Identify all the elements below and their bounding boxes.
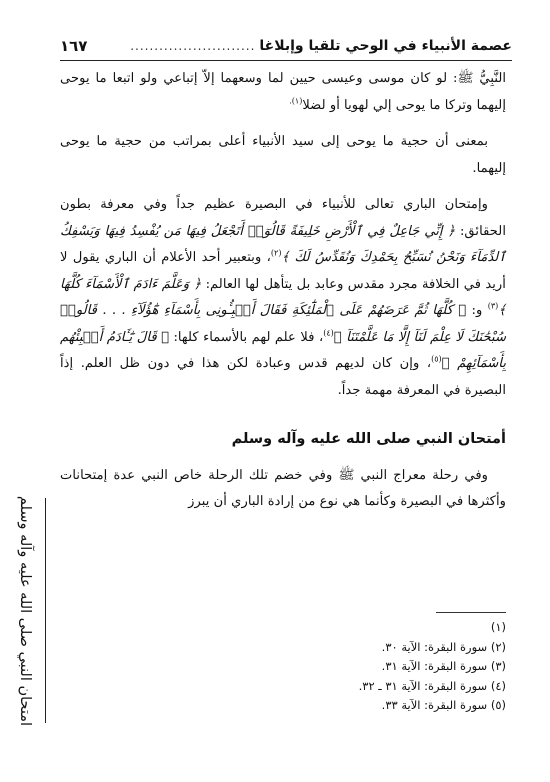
footnote-ref-3: (٣)	[487, 301, 499, 311]
paragraph-2: بمعنى أن حجية ما يوحى إلى سيد الأنبياء أعلى بمراتب من حجية ما يوحى إليهما.	[60, 134, 506, 176]
paragraph-3-text-b: ، وبتعبير أحد الأعلام أن الباري يقول لا أريد في الخلافة مجرد مقدس وعابد بل يتأهل لها العالم:	[60, 250, 506, 292]
paragraph-3-text-d: ، فلا علم لهم بالأسماء كلها:	[173, 329, 324, 345]
side-note	[2, 495, 48, 726]
side-rule	[45, 498, 46, 723]
leader-dots: ..........................	[130, 39, 256, 53]
paragraph-3-text-e: ، وإن كان لديهم قدس وعبادة لكن هذا في دون ظل العلم. إذاً البصيرة في المعرفة مهمة جداً.	[60, 356, 506, 398]
paragraph-4: وفي رحلة معراج النبي ﷺ وفي خضم تلك الرحلة خاص النبي عدة إمتحانات وأكثرها في البصيرة وكأنما هي نوع من إرادة الباري أن يبرز	[60, 467, 506, 509]
quran-quote-2: ﴿ وَعَلَّمَ ءَادَمَ ٱلْأَسْمَآءَ كُلَّهَا ﴾	[60, 276, 506, 318]
page-number: ١٦٧	[60, 37, 88, 55]
side-note-text: امتحان النبي صلى الله عليه وآله وسلم	[17, 495, 33, 726]
footnote-ref-4: (٤)	[323, 328, 334, 338]
footnote-4: (٤) سورة البقرة: الآية ٣١ ـ ٣٢.	[358, 678, 506, 693]
quran-quote-3: ﴿ كُلَّهَا ثُمَّ عَرَضَهُمْ عَلَى ٱلْمَلَٰٓئِكَةِ فَقَالَ أَنۢبِـُٔونِى بِأَسْمَآءِ هَٰٓؤُلَآءِ . . . قَالُوا۟ سُبْحَٰنَكَ لَا عِلْمَ لَنَآ إِلَّا مَا عَلَّمْتَنَآ ﴾	[60, 303, 506, 345]
footnote-3: (٣) سورة البقرة: الآية ٣١.	[381, 659, 506, 673]
footnote-divider	[436, 612, 506, 613]
footnote-2: (٢) سورة البقرة: الآية ٣٠.	[381, 639, 506, 654]
footnote-1: (١)	[490, 620, 506, 634]
footnote-ref-2: (٢)	[270, 248, 282, 258]
paragraph-3-text-c: و:	[471, 303, 488, 318]
paragraph-3	[60, 192, 506, 404]
page-body	[60, 66, 506, 516]
footnote-ref-1: (١).	[289, 96, 303, 106]
quran-quote-4: ﴿ قَالَ يَٰٓـَٔادَمُ أَنۢبِئْهُم بِأَسْمَآئِهِمْ ﴾	[60, 329, 506, 371]
paragraph-1-text: النَّبِيُّ ﷺ: لو كان موسى وعيسى حيين لما وسعهما إلاّ إتباعي ولو اتبعا ما يوحى إليهما وتركا ما يوحى إلي لهويا أو لضلا	[60, 71, 506, 113]
footnotes	[206, 618, 506, 716]
section-heading: أمتحان النبي صلى الله عليه وآله وسلم	[231, 431, 506, 447]
paragraph-1	[60, 66, 506, 119]
quran-quote-1: ﴿ إِنِّي جَاعِلٌ فِي ٱلْأَرْضِ خَلِيفَةً قَالُوٓا۟ أَتَجْعَلُ فِيهَا مَن يُفْسِدُ فِيهَا وَيَسْفِكُ ٱلدِّمَآءَ وَنَحْنُ نُسَبِّحُ بِحَمْدِكَ وَنُقَدِّسُ لَكَ ﴾	[60, 223, 506, 265]
footnote-ref-5: (٥)	[431, 354, 442, 364]
paragraph-3-text-a: وإمتحان الباري تعالى للأنبياء في البصيرة عظيم جداً وفي معرفة بطون الحقائق:	[60, 197, 506, 239]
page-header	[60, 32, 512, 61]
running-title: عصمة الأنبياء في الوحي تلقيا وإبلاغا	[259, 38, 512, 54]
footnote-5: (٥) سورة البقرة: الآية ٣٣.	[381, 698, 506, 712]
